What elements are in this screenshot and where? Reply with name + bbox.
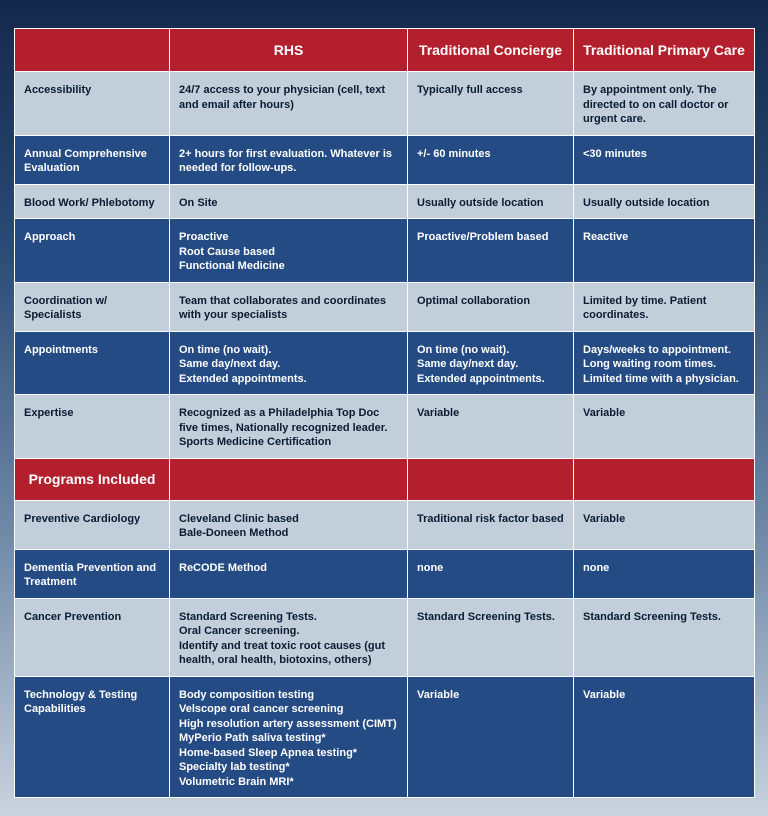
row-label xyxy=(15,184,170,219)
rhs-cell xyxy=(170,282,408,331)
rhs-cell xyxy=(170,598,408,676)
rhs-cell xyxy=(170,219,408,283)
cell-line: Same day/next day. xyxy=(179,358,281,370)
row-label-text: Expertise xyxy=(24,407,74,419)
primary-care-cell xyxy=(574,549,755,598)
cell-line: Home-based Sleep Apnea testing* xyxy=(179,746,358,759)
cell-line: Body composition testing xyxy=(179,688,315,701)
cell-line: +/- 60 minutes xyxy=(417,147,491,160)
concierge-cell xyxy=(408,282,574,331)
table-row xyxy=(15,500,755,549)
primary-care-cell xyxy=(574,282,755,331)
cell-line: Proactive xyxy=(179,231,229,243)
cell-line: On time (no wait). xyxy=(179,343,272,356)
cell-line: Variable xyxy=(417,407,460,419)
cell-line: Optimal collaboration xyxy=(417,294,531,307)
cell-line: Oral Cancer screening. xyxy=(179,625,300,637)
rhs-cell xyxy=(170,331,408,395)
programs-empty-cell xyxy=(574,458,755,500)
row-label-text: Blood Work/ Phlebotomy xyxy=(24,196,155,209)
cell-line: Usually outside location xyxy=(583,196,710,209)
table-row xyxy=(15,331,755,395)
cell-line: Velscope oral cancer screening xyxy=(179,703,344,715)
cell-line: none xyxy=(583,561,610,574)
rhs-cell xyxy=(170,72,408,136)
comparison-table-wrapper xyxy=(14,28,754,798)
concierge-cell xyxy=(408,219,574,283)
cell-line: Specialty lab testing* xyxy=(179,761,290,773)
primary-care-cell xyxy=(574,135,755,184)
primary-care-cell xyxy=(574,395,755,459)
rhs-cell xyxy=(170,184,408,219)
cell-line: Cleveland Clinic based xyxy=(179,512,299,525)
cell-line: Extended appointments. xyxy=(417,372,545,385)
row-label xyxy=(15,219,170,283)
programs-empty-cell xyxy=(408,458,574,500)
cell-line: Volumetric Brain MRI* xyxy=(179,775,294,788)
table-row xyxy=(15,676,755,798)
row-label xyxy=(15,135,170,184)
programs-included-heading: Programs Included xyxy=(15,458,170,500)
cell-line: High resolution artery assessment (CIMT) xyxy=(179,717,397,730)
header-traditional-concierge: Traditional Concierge xyxy=(408,29,574,72)
cell-line: Bale-Doneen Method xyxy=(179,527,289,539)
concierge-cell xyxy=(408,135,574,184)
table-row xyxy=(15,598,755,676)
cell-line: 2+ hours for first evaluation. Whatever is needed for follow-ups. xyxy=(179,147,393,174)
concierge-cell xyxy=(408,72,574,136)
row-label xyxy=(15,676,170,798)
row-label xyxy=(15,331,170,395)
row-label xyxy=(15,72,170,136)
cell-line: Typically full access xyxy=(417,84,523,96)
cell-line: Usually outside location xyxy=(417,196,544,209)
cell-line: Root Cause based xyxy=(179,245,275,258)
cell-line: Long waiting room times. xyxy=(583,358,717,370)
concierge-cell xyxy=(408,500,574,549)
cell-line: Days/weeks to appointment. xyxy=(583,343,731,356)
header-row xyxy=(15,29,755,72)
cell-line: 24/7 access to your physician (cell, text and email after hours) xyxy=(179,84,386,111)
cell-line: Reactive xyxy=(583,231,629,243)
concierge-cell xyxy=(408,184,574,219)
row-label xyxy=(15,282,170,331)
concierge-cell xyxy=(408,598,574,676)
table-row xyxy=(15,395,755,459)
row-label xyxy=(15,500,170,549)
primary-care-cell xyxy=(574,219,755,283)
table-row xyxy=(15,135,755,184)
cell-line: <30 minutes xyxy=(583,147,647,160)
cell-line: Team that collaborates and coordinates with your specialists xyxy=(179,294,387,321)
table-row xyxy=(15,219,755,283)
table-row xyxy=(15,72,755,136)
concierge-cell xyxy=(408,331,574,395)
row-label-text: Appointments xyxy=(24,343,98,356)
row-label xyxy=(15,395,170,459)
rhs-cell xyxy=(170,549,408,598)
header-rhs: RHS xyxy=(170,29,408,72)
programs-included-row xyxy=(15,458,755,500)
row-label-text: Coordination w/ Specialists xyxy=(24,294,108,321)
cell-line: ReCODE Method xyxy=(179,561,267,574)
primary-care-cell xyxy=(574,598,755,676)
row-label-text: Dementia Prevention and Treatment xyxy=(24,561,157,588)
primary-care-cell xyxy=(574,72,755,136)
row-label-text: Approach xyxy=(24,231,76,243)
cell-line: On Site xyxy=(179,196,218,209)
table-row xyxy=(15,184,755,219)
cell-line: Limited by time. Patient coordinates. xyxy=(583,294,707,321)
primary-care-cell xyxy=(574,184,755,219)
primary-care-cell xyxy=(574,676,755,798)
cell-line: Variable xyxy=(583,512,626,525)
row-label-text: Cancer Prevention xyxy=(24,610,122,623)
row-label xyxy=(15,598,170,676)
row-label-text: Technology & Testing Capabilities xyxy=(24,688,138,715)
table-row xyxy=(15,549,755,598)
rhs-cell xyxy=(170,500,408,549)
rhs-cell xyxy=(170,135,408,184)
table-row xyxy=(15,282,755,331)
cell-line: none xyxy=(417,561,444,574)
cell-line: Same day/next day. xyxy=(417,358,519,370)
cell-line: Extended appointments. xyxy=(179,372,307,385)
cell-line: Variable xyxy=(583,407,626,419)
row-label-text: Accessibility xyxy=(24,84,92,96)
cell-line: Variable xyxy=(583,688,626,701)
cell-line: Recognized as a Philadelphia Top Doc five times, Nationally recognized leader. Sports Medicine Certification xyxy=(179,407,388,448)
cell-line: Identify and treat toxic root causes (gut health, oral health, biotoxins, others) xyxy=(179,639,385,666)
rhs-cell xyxy=(170,676,408,798)
header-empty-cell xyxy=(15,29,170,72)
primary-care-cell xyxy=(574,331,755,395)
header-traditional-primary-care: Traditional Primary Care xyxy=(574,29,755,72)
programs-empty-cell xyxy=(170,458,408,500)
cell-line: Standard Screening Tests. xyxy=(417,610,555,623)
cell-line: Standard Screening Tests. xyxy=(179,610,317,623)
cell-line: Proactive/Problem based xyxy=(417,231,549,243)
row-label-text: Annual Comprehensive Evaluation xyxy=(24,147,147,174)
cell-line: By appointment only. The directed to on call doctor or urgent care. xyxy=(583,84,729,125)
concierge-cell xyxy=(408,676,574,798)
primary-care-cell xyxy=(574,500,755,549)
concierge-cell xyxy=(408,395,574,459)
row-label-text: Preventive Cardiology xyxy=(24,512,141,525)
cell-line: Variable xyxy=(417,688,460,701)
cell-line: Limited time with a physician. xyxy=(583,372,739,385)
comparison-table xyxy=(14,28,755,798)
row-label xyxy=(15,549,170,598)
concierge-cell xyxy=(408,549,574,598)
rhs-cell xyxy=(170,395,408,459)
cell-line: Traditional risk factor based xyxy=(417,512,564,525)
cell-line: Functional Medicine xyxy=(179,260,285,272)
cell-line: On time (no wait). xyxy=(417,343,510,356)
cell-line: MyPerio Path saliva testing* xyxy=(179,732,326,744)
cell-line: Standard Screening Tests. xyxy=(583,610,721,623)
